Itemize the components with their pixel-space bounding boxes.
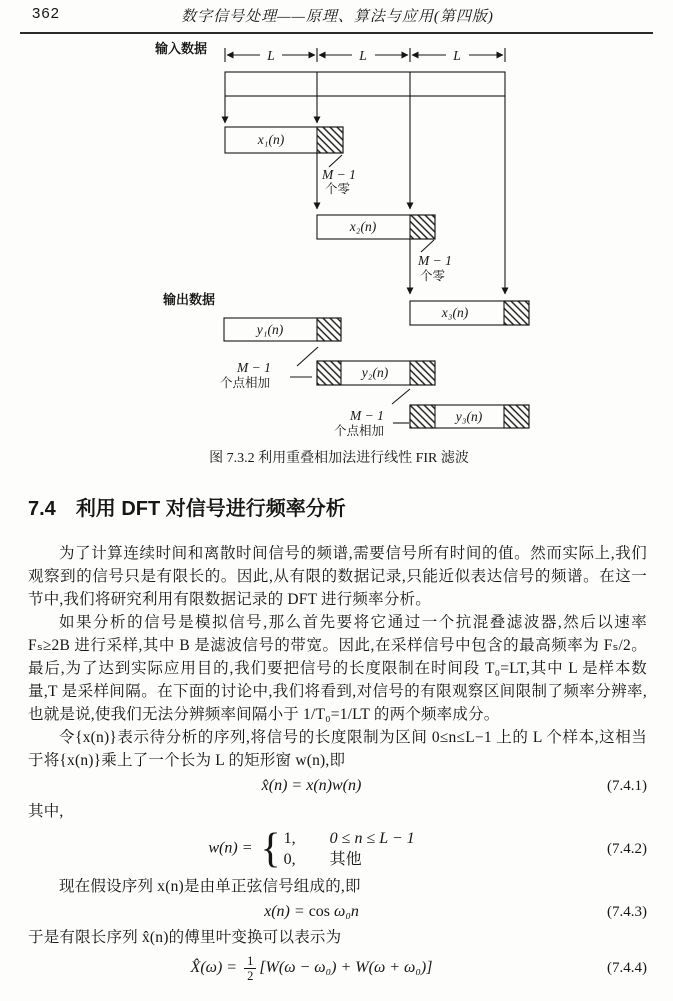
case-1-condition: 0 ≤ n ≤ L − 1 (329, 830, 415, 847)
block-y3-head-hatch (410, 405, 435, 428)
paragraph-3: 令{x(n)}表示待分析的序列,将信号的长度限制为区间 0≤n≤L−1 上的 L 个样本,这相当于将{x(n)}乘上了一个长为 L 的矩形窗 w(n),即 (28, 729, 647, 769)
input-strip (225, 72, 505, 96)
equation-7-4-3-tag: (7.4.3) (607, 903, 647, 920)
equation-7-4-4-body (28, 954, 595, 983)
equation-7-4-4 (28, 954, 647, 983)
zeros-note-1-line1: M − 1 (322, 167, 356, 182)
book-title: 数字信号处理——原理、算法与应用(第四版) (181, 9, 494, 25)
section-number: 7.4 (28, 498, 56, 520)
fraction-numerator: 1 (244, 954, 256, 969)
equation-7-4-2 (28, 828, 647, 870)
case-2-condition: 其他 (329, 851, 362, 868)
segment-length-label-3: L (453, 48, 461, 63)
segment-length-label-2: L (359, 48, 367, 63)
zeros-note-1-line2: 个零 (325, 182, 351, 196)
eq4-lhs: X̂(ω) = (190, 959, 242, 977)
eq3-rhs: ω₀n (330, 903, 359, 920)
case-line-1 (284, 828, 415, 849)
paragraph-1: 为了计算连续时间和离散时间信号的频谱,需要信号所有时间的值。然而实际上,我们观察到的信号只是有限长的。因此,从有限的数据记录,只能近似表达信号的频谱。在这一节中,我们将研究利用有限数据记录的 DFT 进行频率分析。 (28, 545, 647, 608)
block-y1-label: y₁(n) (256, 322, 284, 337)
block-x2-label: x₂(n) (349, 219, 377, 234)
overlap-pointer-2a (392, 389, 410, 404)
one-half-fraction (244, 954, 256, 983)
overlap-note-1-line2: 个点相加 (220, 376, 271, 390)
case-2-value: 0, (283, 851, 296, 868)
overlap-note-2-line1: M − 1 (350, 408, 384, 423)
zeros-pointer-1 (329, 155, 342, 167)
zeros-note-2-line2: 个零 (420, 269, 446, 283)
eq3-cos-function: cos (308, 903, 331, 920)
block-x1-label: x₁(n) (257, 132, 285, 147)
equation-7-4-3 (28, 903, 647, 921)
page-header (28, 0, 647, 29)
output-data-label: 输出数据 (163, 292, 216, 307)
paragraph-5: 现在假设序列 x(n)是由单正弦信号组成的,即 (59, 878, 361, 895)
cases-block (284, 828, 415, 870)
equation-7-4-2-body (28, 828, 595, 870)
section-heading (28, 492, 647, 521)
figure-7-3-2 (0, 34, 673, 472)
overlap-add-diagram (0, 34, 673, 472)
block-x3-label: x₃(n) (441, 305, 469, 320)
case-1-value: 1, (283, 830, 296, 847)
paragraph-6: 于是有限长序列 x̂(n)的傅里叶变换可以表示为 (28, 929, 342, 946)
overlap-note-1-line1: M − 1 (237, 360, 271, 375)
eq3-lhs: x(n) = (264, 903, 309, 920)
equation-7-4-1 (28, 777, 647, 795)
equation-7-4-4-tag: (7.4.4) (607, 960, 647, 976)
equation-7-4-1-body: x̂(n) = x(n)w(n) (261, 777, 362, 794)
equation-7-4-3-body (28, 903, 595, 921)
zeros-note-2-line1: M − 1 (418, 253, 452, 268)
equation-7-4-1-tag: (7.4.1) (607, 777, 647, 794)
eq2-lhs: w(n) = (208, 839, 253, 857)
block-y1-tail-hatch (317, 318, 341, 341)
block-y3-tail-hatch (504, 405, 529, 428)
block-y2-label: y₂(n) (361, 365, 389, 380)
eq4-rhs: [W(ω − ω₀) + W(ω + ω₀)] (259, 959, 433, 977)
block-y2-tail-hatch (410, 361, 435, 385)
overlap-note-2-line2: 个点相加 (334, 424, 385, 438)
block-y3-label: y₃(n) (455, 409, 483, 424)
block-x2-zeros-hatch (410, 215, 435, 239)
block-y2-head-hatch (317, 361, 341, 385)
equation-7-4-2-tag: (7.4.2) (607, 840, 647, 857)
section-title: 利用 DFT 对信号进行频率分析 (75, 498, 346, 520)
segment-length-label-1: L (267, 48, 275, 63)
segment-arrows (225, 96, 505, 294)
case-line-2 (284, 849, 415, 870)
fraction-denominator: 2 (247, 969, 254, 983)
block-x3-zeros-hatch (504, 301, 529, 325)
zeros-pointer-2 (421, 240, 434, 252)
cases-brace: { (260, 826, 281, 872)
paragraph-2: 如果分析的信号是模拟信号,那么首先要将它通过一个抗混叠滤波器,然后以速率 Fₛ≥2B 进行采样,其中 B 是滤波信号的带宽。因此,在采样信号中包含的最高频率为 Fₛ/2。最后,为了达到实际应用目的,我们要把信号的长度限制在时间段 T₀=LT,其中 L 是样本数量,T 是采样间隔。在下面的讨论中,我们将看到,对信号的有限观察区间限制了频率分辨率,也就是说,使我们无法分辨频率间隔小于 1/T₀=1/LT 的两个频率成分。 (28, 614, 647, 723)
overlap-pointer-1a (297, 347, 318, 366)
page-number: 362 (32, 5, 61, 22)
paragraph-4: 其中, (28, 803, 64, 820)
block-x1-zeros-hatch (317, 127, 343, 153)
input-data-label: 输入数据 (155, 41, 208, 56)
figure-caption: 图 7.3.2 利用重叠相加法进行线性 FIR 滤波 (209, 451, 469, 466)
